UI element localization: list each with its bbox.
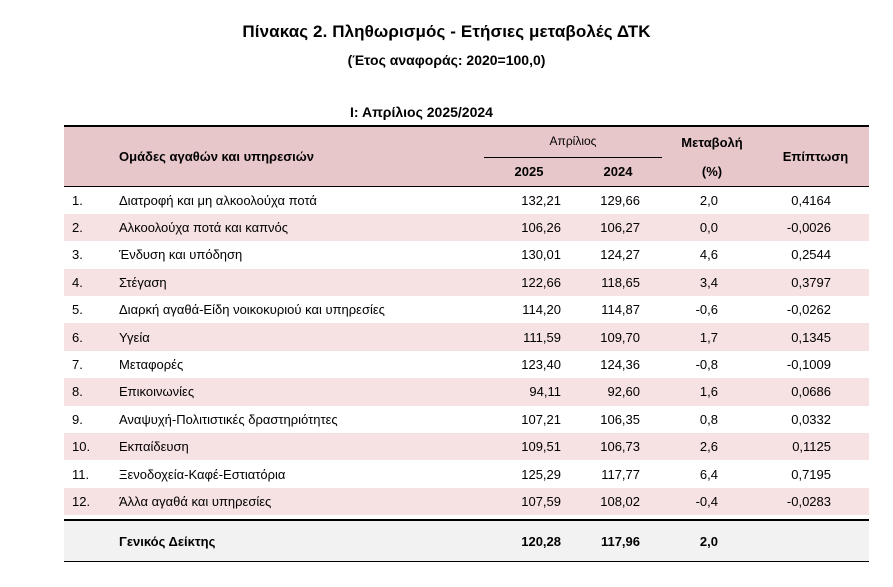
total-row: [64, 520, 869, 562]
table-title: Πίνακας 2. Πληθωρισμός - Ετήσιες μεταβολές ΔΤΚ: [242, 22, 651, 41]
row-value-2024: 118,65: [601, 274, 640, 290]
inflation-table: [64, 125, 869, 562]
row-effect: 0,4164: [762, 186, 869, 214]
row-category: Ξενοδοχεία-Καφέ-Εστιατόρια: [119, 466, 286, 482]
row-effect: 0,3797: [791, 274, 831, 290]
row-effect: -0,0262: [786, 302, 831, 318]
row-value-2025: 94,11: [529, 384, 561, 400]
row-number: 7.: [72, 357, 83, 373]
row-effect: 0,1125: [792, 439, 831, 455]
total-change: 2,0: [662, 520, 762, 562]
table-body: [64, 186, 869, 515]
row-effect: -0,0026: [786, 220, 831, 236]
section-heading: Ι: Απρίλιος 2025/2024: [350, 104, 493, 120]
row-effect: -0,0283: [786, 493, 831, 509]
row-category: Αλκοολούχα ποτά και καπνός: [119, 220, 289, 236]
row-change: 3,4: [699, 274, 718, 290]
row-effect: 0,0332: [791, 411, 831, 427]
table-row: [64, 323, 869, 350]
row-value-2025: 109,51: [521, 439, 561, 455]
row-value-2024: 124,27: [600, 247, 640, 263]
row-value-2025: 130,01: [521, 247, 561, 263]
cpi-table: [64, 125, 869, 562]
row-change: -0,8: [695, 357, 718, 373]
row-value-2025: 125,29: [521, 466, 561, 482]
row-number: 11.: [72, 466, 90, 482]
row-number: 6.: [72, 329, 83, 345]
row-value-2025: 107,59: [521, 493, 561, 509]
row-value-2025: 132,21: [484, 186, 574, 214]
table-row: [64, 488, 869, 515]
row-change: 1,6: [699, 384, 718, 400]
row-value-2025: 111,59: [523, 329, 561, 345]
table-row: [64, 433, 869, 460]
header-change: Μεταβολή: [662, 126, 762, 157]
row-effect: 0,7195: [791, 466, 831, 482]
table-row: [64, 351, 869, 378]
total-num: [64, 520, 106, 562]
row-category: Υγεία: [119, 329, 150, 345]
row-number: 3.: [72, 247, 83, 263]
row-change: 6,4: [699, 466, 718, 482]
table-row: [64, 296, 869, 323]
row-effect: 0,0686: [791, 384, 831, 400]
reference-year-subtitle: (Έτος αναφοράς: 2020=100,0): [347, 52, 546, 68]
header-month-label: Απρίλιος: [549, 133, 597, 148]
row-value-2024: 124,36: [600, 357, 640, 373]
row-category: Αναψυχή-Πολιτιστικές δραστηριότητες: [119, 411, 338, 427]
row-number: 1.: [64, 186, 106, 214]
row-category: Διαρκή αγαθά-Είδη νοικοκυριού και υπηρεσίες: [119, 302, 385, 318]
row-value-2024: 114,87: [601, 302, 640, 318]
row-change: -0,4: [695, 493, 718, 509]
row-number: 9.: [72, 411, 83, 427]
row-value-2024: 109,70: [600, 329, 640, 345]
row-change: 4,6: [699, 247, 718, 263]
row-value-2024: 106,35: [600, 411, 640, 427]
row-change: -0,6: [695, 302, 718, 318]
row-category: Άλλα αγαθά και υπηρεσίες: [119, 493, 272, 509]
row-number: 8.: [72, 384, 83, 400]
header-change-unit: (%): [701, 163, 723, 179]
row-category: Στέγαση: [119, 274, 167, 290]
row-value-2025: 107,21: [521, 411, 561, 427]
row-effect: 0,1345: [791, 329, 831, 345]
row-value-2024: 129,66: [574, 186, 662, 214]
row-number: 10.: [72, 439, 91, 455]
row-value-2024: 92,60: [607, 384, 640, 400]
table-row: [64, 269, 869, 296]
row-number: 2.: [72, 220, 83, 236]
table-row: [64, 214, 869, 241]
table-row: [64, 460, 869, 487]
header-month: [484, 126, 662, 157]
row-number: 5.: [72, 302, 83, 318]
table-row: [64, 241, 869, 268]
table-row: [64, 186, 869, 214]
row-change: 2,6: [699, 439, 718, 455]
row-category: Διατροφή και μη αλκοολούχα ποτά: [106, 186, 484, 214]
total-2025: 120,28: [484, 520, 574, 562]
row-change: 2,0: [662, 186, 762, 214]
row-category: Ένδυση και υπόδηση: [119, 247, 243, 263]
row-effect: 0,2544: [791, 247, 831, 263]
table-row: [64, 406, 869, 433]
row-number: 4.: [72, 274, 83, 290]
row-category: Επικοινωνίες: [119, 384, 195, 400]
row-category: Εκπαίδευση: [119, 439, 189, 455]
row-value-2025: 122,66: [521, 274, 561, 290]
total-2024: 117,96: [574, 520, 662, 562]
row-change: 1,7: [699, 329, 718, 345]
table-row: [64, 378, 869, 405]
row-category: Μεταφορές: [119, 357, 184, 373]
row-value-2025: 114,20: [522, 302, 561, 318]
header-year-2025: 2025: [514, 164, 544, 179]
row-value-2025: 106,26: [521, 220, 561, 236]
header-year-2024: 2024: [603, 164, 633, 179]
total-effect: [762, 520, 869, 562]
row-value-2024: 106,73: [600, 439, 640, 455]
row-value-2024: 106,27: [600, 220, 640, 236]
row-number: 12.: [72, 493, 91, 509]
row-value-2024: 117,77: [601, 466, 640, 482]
total-label: Γενικός Δείκτης: [106, 520, 484, 562]
header-effect: Επίπτωση: [762, 126, 869, 186]
row-effect: -0,1009: [786, 357, 831, 373]
row-change: 0,8: [699, 411, 718, 427]
row-change: 0,0: [699, 220, 718, 236]
row-value-2025: 123,40: [521, 357, 561, 373]
header-category: Ομάδες αγαθών και υπηρεσιών: [64, 126, 484, 186]
row-value-2024: 108,02: [600, 493, 640, 509]
